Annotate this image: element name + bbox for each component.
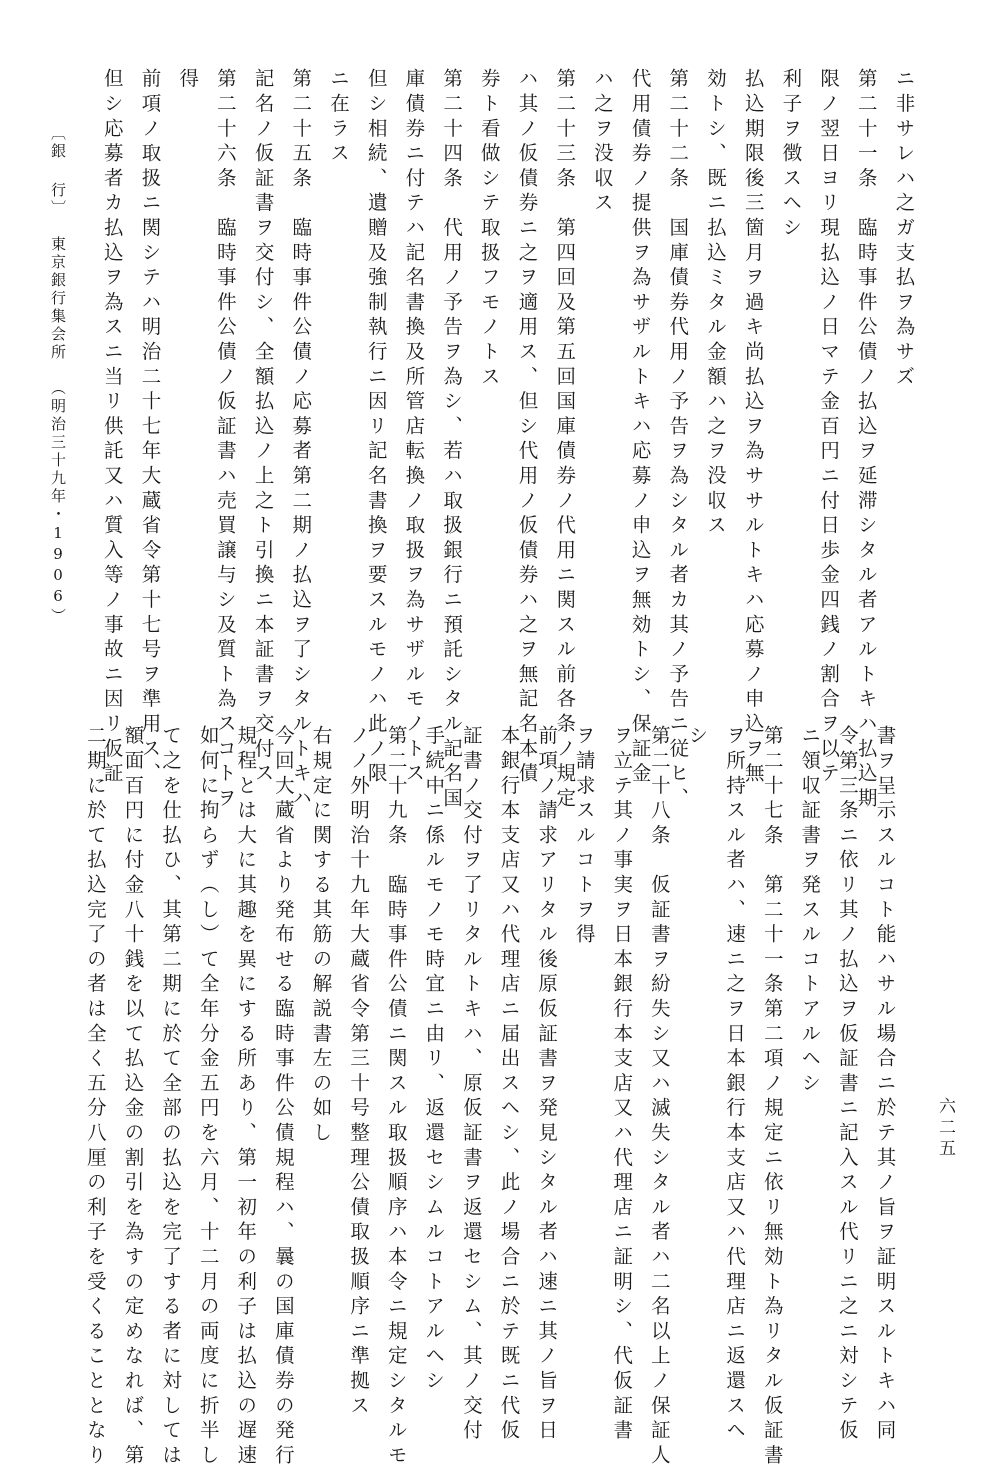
upper-text-column: ニ非サレハ之ガ支払ヲ為サズ	[892, 68, 916, 391]
upper-text-column: 記名ノ仮証書ヲ交付シ、全額払込ノ上之ト引換ニ本証書ヲ交付ス	[251, 68, 275, 788]
lower-text-column: 証書ノ交付ヲ了リタルトキハ、原仮証書ヲ返還セシム、其ノ交付	[459, 725, 483, 1445]
upper-text-column: ハ其ノ仮債券ニ之ヲ適用ス、但シ代用ノ仮債券ハ之ヲ無記名本債	[515, 68, 539, 788]
lower-text-column: 第二十九条 臨時事件公債ニ関スル取扱順序ハ本令ニ規定シタルモ	[384, 725, 408, 1469]
upper-text-column: 利子ヲ徴スヘシ	[779, 68, 803, 242]
footer-section: 〔銀 行〕	[49, 125, 67, 218]
upper-text-column: 前項ノ取扱ニ関シテハ明治二十七年大蔵省令第十七号ヲ準用ス、	[138, 68, 162, 788]
upper-text-column: 効トシ、既ニ払込ミタル金額ハ之ヲ没収ス	[704, 68, 727, 540]
footer-date: （明治三十九年・1906）	[49, 380, 67, 626]
lower-text-column: ニ領収証書ヲ発スルコトアルヘシ	[798, 725, 822, 1097]
upper-text-column: 得	[176, 68, 200, 93]
upper-text-column: 払込期限後三箇月ヲ過キ尚払込ヲ為ササルトキハ応募ノ申込ヲ無	[741, 68, 765, 788]
upper-text-column: 券ト看做シテ取扱フモノトス	[477, 68, 501, 391]
lower-text-column: ヲ立テ其ノ事実ヲ日本銀行本支店又ハ代理店ニ証明シ、代仮証書	[610, 725, 634, 1445]
upper-text-column: ニ在ラス	[327, 68, 350, 168]
upper-text-column: 但シ相続、遺贈及強制執行ニ因リ記名書換ヲ要スルモノハ此ノ限	[364, 68, 388, 788]
lower-text-column: 書ヲ呈示スルコト能ハサル場合ニ於テ其ノ旨ヲ証明スルトキハ同	[873, 725, 897, 1445]
lower-text-column: ノノ外明治十九年大蔵省令第三十号整理公債取扱順序ニ準拠ス	[347, 725, 371, 1420]
upper-text-column: 第二十三条 第四回及第五回国庫債券ノ代用ニ関スル前各条ノ規定	[553, 68, 577, 812]
upper-text-column: ハ之ヲ没収ス	[590, 68, 614, 217]
lower-text-column: 規程とは大に其趣を異にする所あり、第一初年の利子は払込の遅速	[234, 725, 258, 1469]
lower-text-column: 手続中ニ係ルモノモ時宜ニ由リ、返還セシムルコトアルヘシ	[422, 725, 446, 1395]
lower-text-column: 令第三条ニ依リ其ノ払込ヲ仮証書ニ記入スル代リニ之ニ対シテ仮	[835, 725, 859, 1445]
lower-text-column: 第二十八条 仮証書ヲ紛失シ又ハ滅失シタル者ハ二名以上ノ保証人	[647, 725, 671, 1469]
page-number: 六二五	[935, 1097, 955, 1160]
upper-text-column: 第二十一条 臨時事件公債ノ払込ヲ延滞シタル者アルトキハ払込期	[854, 68, 878, 812]
lower-text-column: て之を仕払ひ、其第二期に於て全部の払込を完了する者に対しては	[159, 725, 183, 1469]
lower-text-column: 今回大蔵省より発布せる臨時事件公債規程ハ、曩の国庫債券の発行	[271, 725, 295, 1469]
lower-text-column: シ	[685, 725, 709, 750]
upper-text-column: 但シ応募者カ払込ヲ為スニ当リ供託又ハ質入等ノ事故ニ因リ仮証	[100, 68, 124, 788]
lower-text-column: 額面百円に付金八十銭を以て払込金の割引を為すの定めなれば、第	[121, 725, 145, 1469]
lower-text-column: 第二十七条 第二十一条第二項ノ規定ニ依リ無効ト為リタル仮証書	[760, 725, 784, 1469]
lower-text-column: ヲ請求スルコトヲ得	[572, 725, 596, 949]
lower-text-column: 如何に拘らず（し）て全年分金五円を六月、十二月の両度に折半し	[196, 725, 220, 1469]
upper-text-column: 第二十六条 臨時事件公債ノ仮証書ハ売買譲与シ及質ト為スコトヲ	[213, 68, 237, 812]
lower-text-column: 本銀行本支店又ハ代理店ニ届出スヘシ、此ノ場合ニ於テ既ニ代仮	[497, 725, 521, 1445]
lower-text-column: 前項ノ請求アリタル後原仮証書ヲ発見シタル者ハ速ニ其ノ旨ヲ日	[535, 725, 559, 1445]
upper-text-column: 庫債券ニ付テハ記名書換及所管店転換ノ取扱ヲ為サザルモノトス	[402, 68, 426, 788]
upper-text-column: 第二十二条 国庫債券代用ノ予告ヲ為シタル者カ其ノ予告ニ従ヒ、	[666, 68, 690, 812]
lower-text-column: 右規定に関する其筋の解説書左の如し	[309, 725, 333, 1147]
upper-text-column: 第二十五条 臨時事件公債ノ応募者第二期ノ払込ヲ了シタルトキハ	[289, 68, 313, 812]
source-footer	[50, 125, 65, 626]
lower-text-column: ヲ所持スル者ハ、速ニ之ヲ日本銀行本支店又ハ代理店ニ返還スヘ	[723, 725, 747, 1445]
upper-text-column: 代用債券ノ提供ヲ為サザルトキハ応募ノ申込ヲ無効トシ、保証金	[628, 68, 652, 788]
upper-text-column: 限ノ翌日ヨリ現払込ノ日マテ金百円ニ付日歩金四銭ノ割合ヲ以テ	[817, 68, 841, 788]
lower-text-column: 二期に於て払込完了の者は全く五分八厘の利子を受くることとなり	[83, 725, 107, 1469]
footer-source: 東京銀行集会所	[49, 236, 67, 362]
upper-text-column: 第二十四条 代用ノ予告ヲ為シ、若ハ取扱銀行ニ預託シタル記名国	[440, 68, 464, 812]
